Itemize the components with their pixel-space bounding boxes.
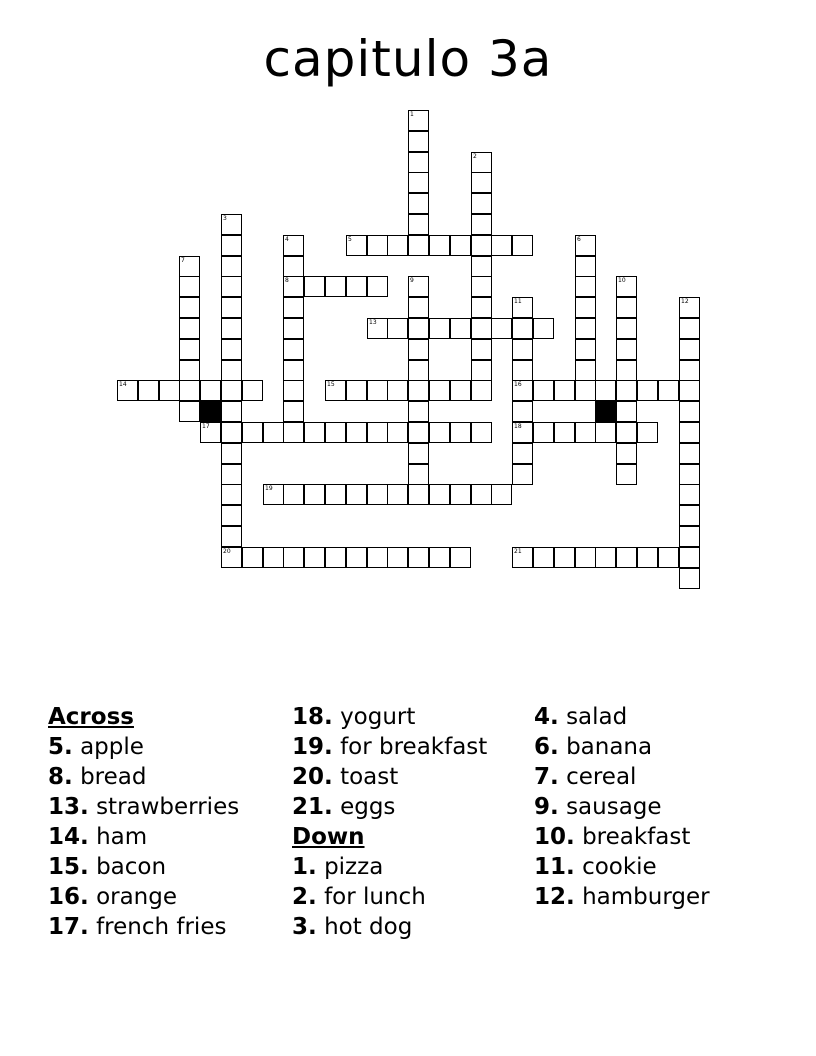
grid-cell[interactable] — [679, 443, 700, 464]
clue-down-1: 1. pizza — [292, 854, 384, 880]
grid-cell[interactable] — [554, 422, 575, 443]
grid-cell[interactable] — [575, 276, 596, 297]
clue-column-3 — [534, 702, 710, 912]
grid-cell[interactable] — [221, 360, 242, 381]
grid-cell[interactable] — [533, 422, 554, 443]
grid-cell[interactable] — [221, 422, 242, 443]
clue-number: 3 — [223, 215, 227, 222]
grid-cell[interactable] — [367, 235, 388, 256]
grid-cell[interactable] — [408, 297, 429, 318]
grid-cell[interactable] — [283, 276, 304, 297]
grid-cell[interactable] — [679, 568, 700, 589]
grid-cell[interactable] — [450, 484, 471, 505]
grid-cell[interactable] — [408, 547, 429, 568]
grid-cell[interactable] — [325, 380, 346, 401]
grid-cell[interactable] — [471, 484, 492, 505]
grid-cell[interactable] — [637, 380, 658, 401]
grid-cell[interactable] — [408, 422, 429, 443]
grid-cell[interactable] — [367, 547, 388, 568]
grid-cell[interactable] — [221, 547, 242, 568]
clue-number: 6 — [577, 236, 581, 243]
clue-across-17: 17. french fries — [48, 914, 227, 940]
grid-cell[interactable] — [512, 318, 533, 339]
grid-cell[interactable] — [367, 276, 388, 297]
grid-cell[interactable] — [408, 235, 429, 256]
grid-cell[interactable] — [595, 547, 616, 568]
down-heading: Down — [292, 824, 365, 850]
grid-cell[interactable] — [512, 297, 533, 318]
grid-cell[interactable] — [283, 422, 304, 443]
grid-cell[interactable] — [616, 422, 637, 443]
clue-across-20: 20. toast — [292, 764, 399, 790]
grid-cell[interactable] — [471, 380, 492, 401]
grid-cell[interactable] — [221, 339, 242, 360]
grid-cell[interactable] — [346, 484, 367, 505]
clue-column-1 — [48, 702, 239, 942]
grid-cell[interactable] — [242, 547, 263, 568]
grid-cell[interactable] — [283, 360, 304, 381]
clue-number: 2 — [473, 153, 477, 160]
grid-cell[interactable] — [117, 380, 138, 401]
grid-cell[interactable] — [679, 464, 700, 485]
grid-cell[interactable] — [512, 401, 533, 422]
grid-cell[interactable] — [616, 401, 637, 422]
grid-cell[interactable] — [512, 547, 533, 568]
grid-cell[interactable] — [179, 339, 200, 360]
grid-cell[interactable] — [304, 484, 325, 505]
grid-cell[interactable] — [408, 318, 429, 339]
grid-cell[interactable] — [616, 443, 637, 464]
grid-cell[interactable] — [408, 193, 429, 214]
grid-cell[interactable] — [138, 380, 159, 401]
grid-cell[interactable] — [367, 484, 388, 505]
grid-cell[interactable] — [471, 235, 492, 256]
clue-number: 12 — [681, 298, 689, 305]
grid-cell[interactable] — [346, 380, 367, 401]
grid-cell[interactable] — [408, 172, 429, 193]
grid-cell[interactable] — [679, 484, 700, 505]
grid-cell[interactable] — [221, 276, 242, 297]
clue-down-10: 10. breakfast — [534, 824, 691, 850]
grid-cell[interactable] — [575, 422, 596, 443]
grid-cell[interactable] — [554, 380, 575, 401]
grid-cell[interactable] — [658, 547, 679, 568]
grid-cell[interactable] — [616, 339, 637, 360]
clue-down-11: 11. cookie — [534, 854, 657, 880]
grid-cell[interactable] — [346, 235, 367, 256]
grid-black-cell — [595, 401, 616, 422]
clue-across-18: 18. yogurt — [292, 704, 416, 730]
grid-cell[interactable] — [221, 505, 242, 526]
clue-down-2: 2. for lunch — [292, 884, 426, 910]
grid-cell[interactable] — [325, 547, 346, 568]
grid-cell[interactable] — [575, 360, 596, 381]
clue-down-7: 7. cereal — [534, 764, 637, 790]
grid-cell[interactable] — [512, 235, 533, 256]
grid-cell[interactable] — [533, 318, 554, 339]
grid-cell[interactable] — [242, 380, 263, 401]
clue-across-19: 19. for breakfast — [292, 734, 488, 760]
grid-cell[interactable] — [533, 380, 554, 401]
grid-cell[interactable] — [179, 276, 200, 297]
grid-cell[interactable] — [450, 318, 471, 339]
grid-cell[interactable] — [179, 318, 200, 339]
clue-down-4: 4. salad — [534, 704, 628, 730]
clue-across-14: 14. ham — [48, 824, 148, 850]
grid-cell[interactable] — [429, 484, 450, 505]
grid-cell[interactable] — [575, 235, 596, 256]
grid-cell[interactable] — [616, 318, 637, 339]
grid-cell[interactable] — [159, 380, 180, 401]
grid-cell[interactable] — [179, 360, 200, 381]
clue-number: 11 — [514, 298, 522, 305]
clue-down-12: 12. hamburger — [534, 884, 710, 910]
grid-cell[interactable] — [429, 380, 450, 401]
grid-cell[interactable] — [471, 214, 492, 235]
clue-across-13: 13. strawberries — [48, 794, 240, 820]
clue-across-5: 5. apple — [48, 734, 144, 760]
grid-cell[interactable] — [429, 422, 450, 443]
grid-cell[interactable] — [450, 547, 471, 568]
grid-cell[interactable] — [679, 526, 700, 547]
grid-cell[interactable] — [221, 484, 242, 505]
grid-cell[interactable] — [387, 380, 408, 401]
grid-cell[interactable] — [679, 422, 700, 443]
grid-cell[interactable] — [283, 401, 304, 422]
clue-number: 17 — [202, 423, 210, 430]
clue-down-3: 3. hot dog — [292, 914, 413, 940]
grid-cell[interactable] — [512, 422, 533, 443]
grid-cell[interactable] — [221, 214, 242, 235]
grid-cell[interactable] — [346, 547, 367, 568]
grid-cell[interactable] — [200, 380, 221, 401]
grid-cell[interactable] — [679, 297, 700, 318]
clue-down-6: 6. banana — [534, 734, 653, 760]
grid-cell[interactable] — [512, 380, 533, 401]
grid-cell[interactable] — [471, 318, 492, 339]
clue-down-9: 9. sausage — [534, 794, 662, 820]
grid-cell[interactable] — [179, 401, 200, 422]
grid-cell[interactable] — [387, 422, 408, 443]
clue-across-15: 15. bacon — [48, 854, 167, 880]
grid-cell[interactable] — [408, 443, 429, 464]
clue-number: 4 — [285, 236, 289, 243]
grid-cell[interactable] — [471, 360, 492, 381]
grid-cell[interactable] — [575, 547, 596, 568]
clue-number: 10 — [618, 277, 626, 284]
grid-cell[interactable] — [429, 318, 450, 339]
grid-cell[interactable] — [595, 422, 616, 443]
grid-cell[interactable] — [408, 360, 429, 381]
grid-cell[interactable] — [554, 547, 575, 568]
grid-cell[interactable] — [221, 464, 242, 485]
grid-cell[interactable] — [221, 297, 242, 318]
grid-cell[interactable] — [387, 318, 408, 339]
grid-cell[interactable] — [616, 464, 637, 485]
grid-cell[interactable] — [679, 505, 700, 526]
grid-cell[interactable] — [679, 401, 700, 422]
clue-number: 7 — [181, 257, 185, 264]
grid-cell[interactable] — [450, 422, 471, 443]
clue-number: 5 — [348, 236, 352, 243]
grid-cell[interactable] — [304, 276, 325, 297]
grid-cell[interactable] — [595, 380, 616, 401]
grid-cell[interactable] — [179, 256, 200, 277]
page-title: capitulo 3a — [263, 30, 553, 88]
grid-cell[interactable] — [616, 297, 637, 318]
grid-cell[interactable] — [408, 380, 429, 401]
clue-number: 13 — [369, 319, 377, 326]
grid-cell[interactable] — [408, 214, 429, 235]
grid-cell[interactable] — [637, 422, 658, 443]
grid-cell[interactable] — [304, 547, 325, 568]
grid-cell[interactable] — [304, 422, 325, 443]
grid-cell[interactable] — [387, 235, 408, 256]
grid-cell[interactable] — [575, 256, 596, 277]
grid-cell[interactable] — [263, 547, 284, 568]
grid-cell[interactable] — [283, 380, 304, 401]
grid-cell[interactable] — [471, 297, 492, 318]
grid-cell[interactable] — [283, 484, 304, 505]
grid-cell[interactable] — [346, 276, 367, 297]
clue-across-16: 16. orange — [48, 884, 178, 910]
grid-cell[interactable] — [616, 380, 637, 401]
grid-cell[interactable] — [679, 339, 700, 360]
grid-cell[interactable] — [471, 256, 492, 277]
grid-cell[interactable] — [471, 193, 492, 214]
grid-cell[interactable] — [283, 256, 304, 277]
across-heading: Across — [48, 704, 134, 730]
grid-cell[interactable] — [346, 422, 367, 443]
grid-cell[interactable] — [367, 380, 388, 401]
grid-cell[interactable] — [637, 547, 658, 568]
grid-cell[interactable] — [429, 235, 450, 256]
grid-cell[interactable] — [387, 484, 408, 505]
grid-cell[interactable] — [679, 318, 700, 339]
grid-cell[interactable] — [221, 443, 242, 464]
clue-across-21: 21. eggs — [292, 794, 396, 820]
grid-cell[interactable] — [491, 484, 512, 505]
clue-number: 21 — [514, 548, 522, 555]
grid-cell[interactable] — [575, 380, 596, 401]
grid-black-cell — [200, 401, 221, 422]
grid-cell[interactable] — [408, 464, 429, 485]
grid-cell[interactable] — [616, 547, 637, 568]
grid-cell[interactable] — [512, 464, 533, 485]
grid-cell[interactable] — [450, 380, 471, 401]
grid-cell[interactable] — [221, 401, 242, 422]
clue-number: 14 — [119, 381, 127, 388]
grid-cell[interactable] — [575, 318, 596, 339]
grid-cell[interactable] — [283, 318, 304, 339]
grid-cell[interactable] — [616, 276, 637, 297]
grid-cell[interactable] — [283, 235, 304, 256]
clue-number: 15 — [327, 381, 335, 388]
grid-cell[interactable] — [408, 401, 429, 422]
clue-number: 8 — [285, 277, 289, 284]
grid-cell[interactable] — [679, 547, 700, 568]
grid-cell[interactable] — [367, 422, 388, 443]
grid-cell[interactable] — [450, 235, 471, 256]
grid-cell[interactable] — [325, 484, 346, 505]
grid-cell[interactable] — [512, 339, 533, 360]
clue-number: 1 — [410, 111, 414, 118]
grid-cell[interactable] — [367, 318, 388, 339]
grid-cell[interactable] — [200, 422, 221, 443]
grid-cell[interactable] — [471, 276, 492, 297]
grid-cell[interactable] — [616, 360, 637, 381]
clue-across-8: 8. bread — [48, 764, 147, 790]
clue-column-2 — [292, 702, 487, 942]
grid-cell[interactable] — [471, 152, 492, 173]
grid-cell[interactable] — [325, 276, 346, 297]
grid-cell[interactable] — [491, 318, 512, 339]
clue-number: 20 — [223, 548, 231, 555]
grid-cell[interactable] — [679, 380, 700, 401]
clue-number: 19 — [265, 485, 273, 492]
grid-cell[interactable] — [283, 339, 304, 360]
grid-cell[interactable] — [658, 380, 679, 401]
grid-cell[interactable] — [471, 172, 492, 193]
grid-cell[interactable] — [221, 256, 242, 277]
grid-cell[interactable] — [179, 297, 200, 318]
grid-cell[interactable] — [408, 152, 429, 173]
clue-number: 9 — [410, 277, 414, 284]
grid-cell[interactable] — [491, 235, 512, 256]
grid-cell[interactable] — [263, 484, 284, 505]
grid-cell[interactable] — [387, 547, 408, 568]
grid-cell[interactable] — [408, 484, 429, 505]
grid-cell[interactable] — [408, 110, 429, 131]
grid-cell[interactable] — [408, 131, 429, 152]
grid-cell[interactable] — [408, 276, 429, 297]
grid-cell[interactable] — [471, 339, 492, 360]
grid-cell[interactable] — [263, 422, 284, 443]
grid-cell[interactable] — [221, 318, 242, 339]
grid-cell[interactable] — [242, 422, 263, 443]
grid-cell[interactable] — [575, 297, 596, 318]
clue-number: 16 — [514, 381, 522, 388]
grid-cell[interactable] — [221, 526, 242, 547]
grid-cell[interactable] — [283, 297, 304, 318]
grid-cell[interactable] — [179, 380, 200, 401]
grid-cell[interactable] — [325, 422, 346, 443]
grid-cell[interactable] — [679, 360, 700, 381]
grid-cell[interactable] — [533, 547, 554, 568]
grid-cell[interactable] — [429, 547, 450, 568]
grid-cell[interactable] — [512, 443, 533, 464]
grid-cell[interactable] — [575, 339, 596, 360]
grid-cell[interactable] — [221, 235, 242, 256]
clue-number: 18 — [514, 423, 522, 430]
grid-cell[interactable] — [471, 422, 492, 443]
grid-cell[interactable] — [221, 380, 242, 401]
grid-cell[interactable] — [408, 339, 429, 360]
grid-cell[interactable] — [283, 547, 304, 568]
grid-cell[interactable] — [512, 360, 533, 381]
